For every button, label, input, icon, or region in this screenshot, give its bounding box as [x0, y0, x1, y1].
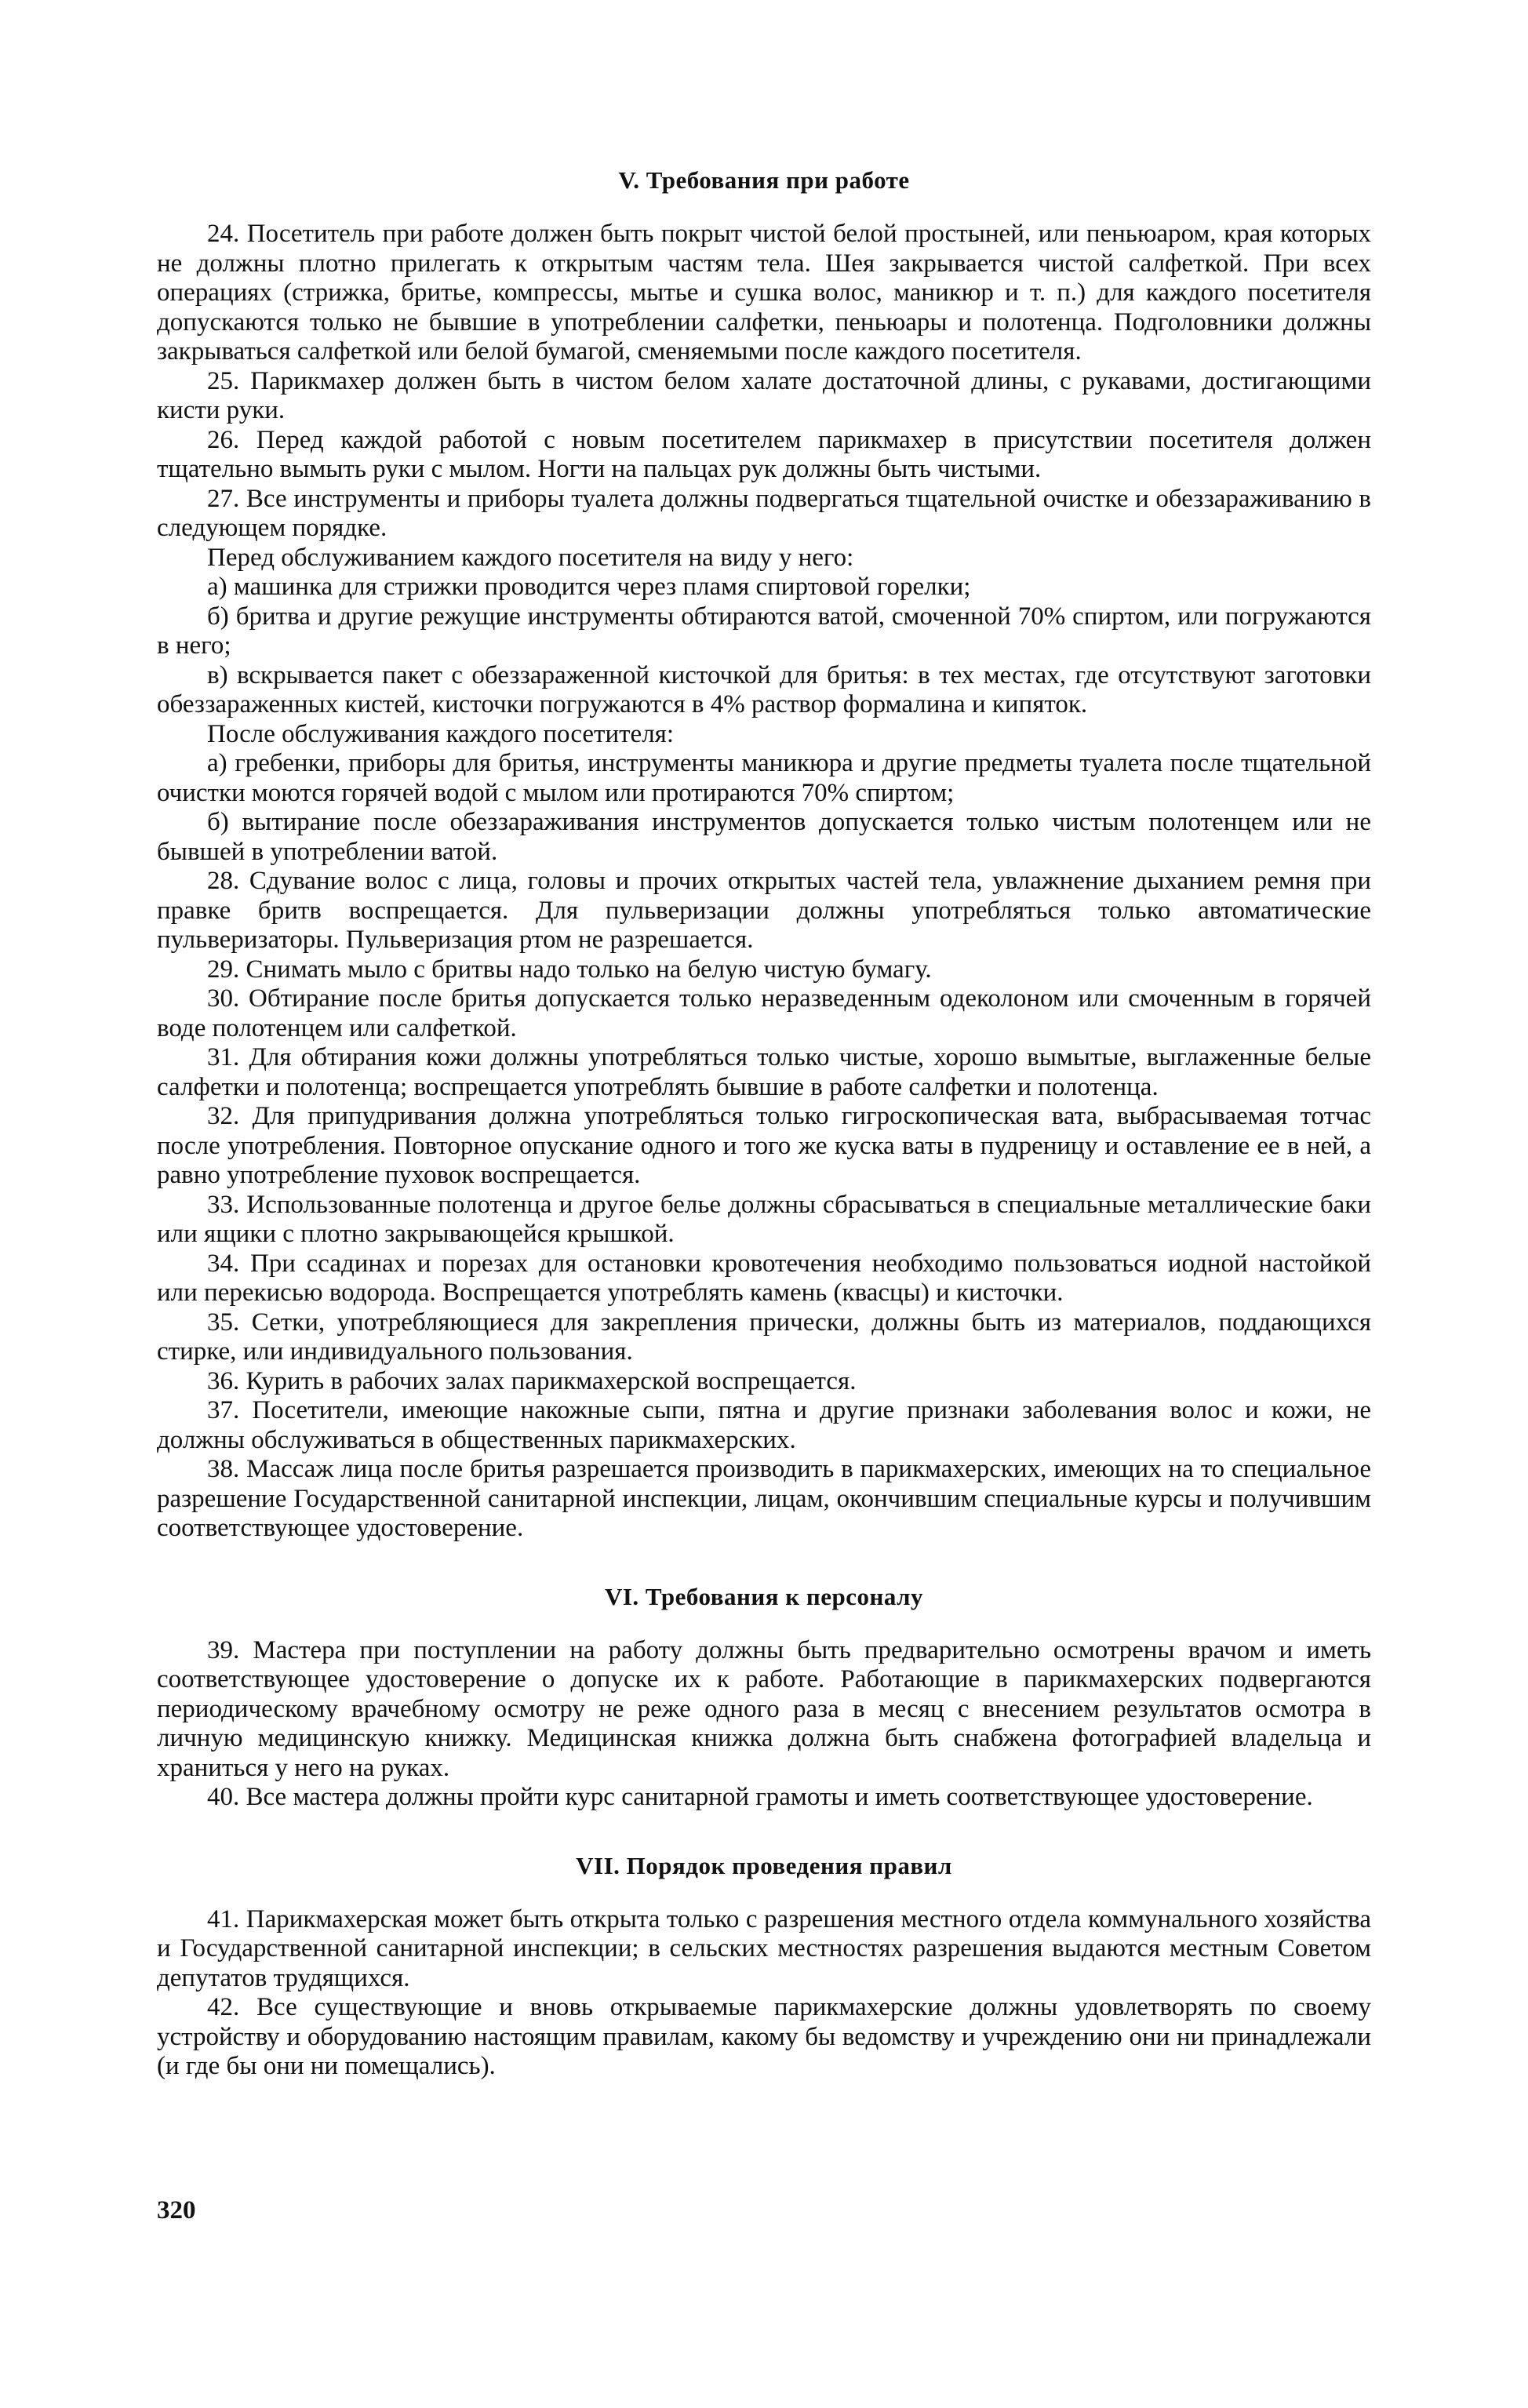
- paragraph-35: 35. Сетки, употребляющиеся для закрепления прически, должны быть из материалов, поддающихся стирке, или индивидуального пользования.: [157, 1308, 1371, 1366]
- paragraph-27: 27. Все инструменты и приборы туалета должны подвергаться тщательной очистке и обеззараживанию в следующем порядке.: [157, 484, 1371, 542]
- paragraph-31: 31. Для обтирания кожи должны употребляться только чистые, хорошо вымытые, выглаженные белые салфетки и полотенца; воспрещается употреблять бывшие в работе салфетки и полотенца.: [157, 1043, 1371, 1101]
- paragraph-39: 39. Мастера при поступлении на работу должны быть предварительно осмотрены врачом и иметь соответствующее удостоверение о допуске их к работе. Работающие в парикмахерских подвергаются периодическому врачебному осмотру не реже одного раза в месяц с внесением результатов осмотра в личную медицинскую книжку. Медицинская книжка должна быть снабжена фотографией владельца и храниться у него на руках.: [157, 1635, 1371, 1782]
- section-5-body: [157, 220, 1371, 1544]
- paragraph-25: 25. Парикмахер должен быть в чистом белом халате достаточной длины, с рукавами, достигающими кисти руки.: [157, 366, 1371, 424]
- section-7-body: [157, 1905, 1371, 2082]
- paragraph-38: 38. Массаж лица после бритья разрешается производить в парикмахерских, имеющих на то специальное разрешение Государственной санитарной инспекции, лицам, окончившим специальные курсы и получившим соответствующее удостоверение.: [157, 1455, 1371, 1542]
- paragraph-24: 24. Посетитель при работе должен быть покрыт чистой белой простыней, или пеньюаром, края которых не должны плотно прилегать к открытым частям тела. Шея закрывается чистой салфеткой. При всех операциях (стрижка, бритье, компрессы, мытье и сушка волос, маникюр и т. п.) для каждого посетителя допускаются только не бывшие в употреблении салфетки, пеньюары и полотенца. Подголовники должны закрываться салфеткой или белой бумагой, сменяемыми после каждого посетителя.: [157, 220, 1371, 366]
- section-5-title: V. Требования при работе: [618, 166, 910, 194]
- paragraph-32: 32. Для припудривания должна употребляться только гигроскопическая вата, выбрасываемая тотчас после употребления. Повторное опускание одного и того же куска ваты в пудреницу и оставление ее в ней, а равно употребление пуховок воспрещается.: [157, 1102, 1371, 1189]
- page-number: 320: [157, 2196, 196, 2224]
- paragraph-37: 37. Посетители, имеющие накожные сыпи, пятна и другие признаки заболевания волос и кожи, не должны обслуживаться в общественных парикмахерских.: [157, 1396, 1371, 1454]
- paragraph-34: 34. При ссадинах и порезах для остановки кровотечения необходимо пользоваться иодной настойкой или перекисью водорода. Воспрещается употреблять камень (квасцы) и кисточки.: [157, 1249, 1371, 1307]
- paragraph-27-after-item-a: а) гребенки, приборы для бритья, инструменты маникюра и другие предметы туалета после тщательной очистки моются горячей водой с мылом или протираются 70% спиртом;: [157, 749, 1371, 807]
- paragraph-33: 33. Использованные полотенца и другое белье должны сбрасываться в специальные металлические баки или ящики с плотно закрывающейся крышкой.: [157, 1190, 1371, 1248]
- paragraph-27-item-b: б) бритва и другие режущие инструменты обтираются ватой, смоченной 70% спиртом, или погружаются в него;: [157, 602, 1371, 660]
- paragraph-29: 29. Снимать мыло с бритвы надо только на белую чистую бумагу.: [207, 955, 932, 984]
- section-6-title: VI. Требования к персоналу: [604, 1582, 923, 1610]
- paragraph-40: 40. Все мастера должны пройти курс санитарной грамоты и иметь соответствующее удостоверение.: [207, 1783, 1313, 1811]
- paragraph-42: 42. Все существующие и вновь открываемые парикмахерские должны удовлетворять по своему устройству и оборудованию настоящим правилам, какому бы ведомству и учреждению они ни принадлежали (и где бы они ни помещались).: [157, 1993, 1371, 2080]
- paragraph-36: 36. Курить в рабочих залах парикмахерской воспрещается.: [207, 1366, 857, 1395]
- paragraph-27-after-item-b: б) вытирание после обеззараживания инструментов допускается только чистым полотенцем или не бывшей в употреблении ватой.: [157, 808, 1371, 866]
- paragraph-41: 41. Парикмахерская может быть открыта только с разрешения местного отдела коммунального хозяйства и Государственной санитарной инспекции; в сельских местностях разрешения выдаются местным Советом депутатов трудящихся.: [157, 1904, 1371, 1992]
- section-6-body: [157, 1636, 1371, 1813]
- document-page: [157, 165, 1371, 2082]
- paragraph-27-item-v: в) вскрывается пакет с обеззараженной кисточкой для бритья: в тех местах, где отсутствуют заготовки обеззараженных кистей, кисточки погружаются в 4% раствор формалина и кипяток.: [157, 660, 1371, 718]
- paragraph-28: 28. Сдувание волос с лица, головы и прочих открытых частей тела, увлажнение дыханием ремня при правке бритв воспрещается. Для пульверизации должны употребляться только автоматические пульверизаторы. Пульверизация ртом не разрешается.: [157, 867, 1371, 954]
- paragraph-26: 26. Перед каждой работой с новым посетителем парикмахер в присутствии посетителя должен тщательно вымыть руки с мылом. Ногти на пальцах рук должны быть чистыми.: [157, 425, 1371, 483]
- paragraph-27-before-service: Перед обслуживанием каждого посетителя на виду у него:: [207, 543, 854, 572]
- paragraph-27-after-service: После обслуживания каждого посетителя:: [207, 719, 675, 748]
- paragraph-30: 30. Обтирание после бритья допускается только неразведенным одеколоном или смоченным в горячей воде полотенцем или салфеткой.: [157, 984, 1371, 1042]
- section-7-title: VII. Порядок проведения правил: [576, 1851, 952, 1879]
- paragraph-27-item-a: а) машинка для стрижки проводится через пламя спиртовой горелки;: [207, 573, 971, 601]
